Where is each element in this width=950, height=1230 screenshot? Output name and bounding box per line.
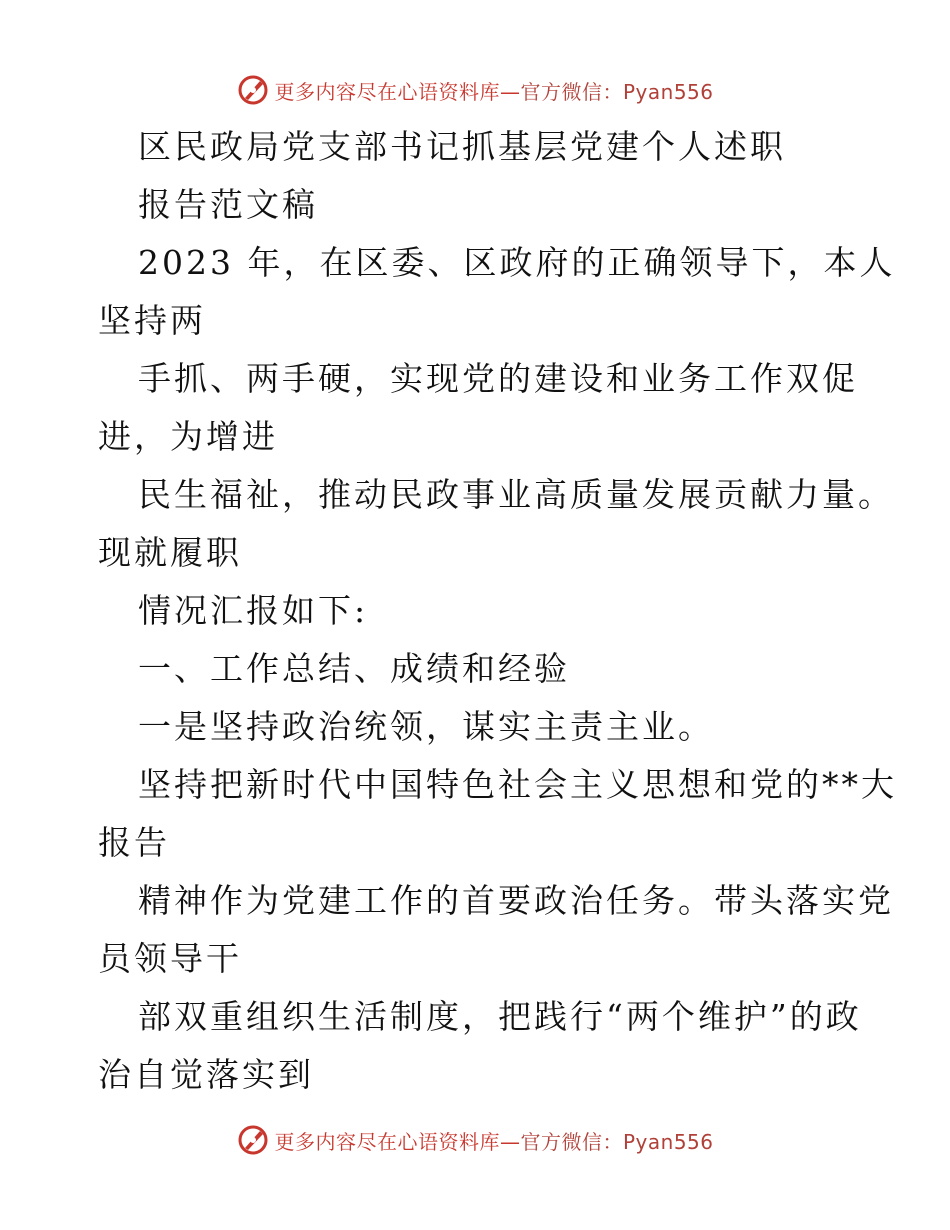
watermark-text: 更多内容尽在心语资料库—官方微信：Pyan556 <box>274 1129 714 1154</box>
footer-watermark-banner <box>0 1120 950 1160</box>
document-line: 手抓、两手硬，实现党的建设和业务工作双促 <box>138 359 858 398</box>
quill-seal-logo-icon <box>236 1123 270 1157</box>
document-line: 报告 <box>98 823 170 862</box>
document-line: 报告范文稿 <box>138 185 318 224</box>
header-watermark-banner <box>0 70 950 110</box>
document-line: 部双重组织生活制度，把践行“两个维护”的政 <box>138 997 862 1036</box>
watermark-text: 更多内容尽在心语资料库—官方微信：Pyan556 <box>274 79 714 104</box>
document-line: 一是坚持政治统领，谋实主责主业。 <box>138 707 714 746</box>
document-line: 情况汇报如下: <box>138 591 369 630</box>
document-line: 治自觉落实到 <box>98 1055 314 1094</box>
document-line: 2023 年，在区委、区政府的正确领导下，本人 <box>138 243 896 282</box>
quill-seal-logo-icon <box>236 73 270 107</box>
document-line: 精神作为党建工作的首要政治任务。带头落实党 <box>138 881 894 920</box>
document-line: 民生福祉，推动民政事业高质量发展贡献力量。 <box>138 475 894 514</box>
document-line: 坚持把新时代中国特色社会主义思想和党的**大 <box>138 765 897 804</box>
document-line: 一、工作总结、成绩和经验 <box>138 649 570 688</box>
document-line: 现就履职 <box>98 533 242 572</box>
document-line: 员领导干 <box>98 939 242 978</box>
document-line: 坚持两 <box>98 301 206 340</box>
document-line: 区民政局党支部书记抓基层党建个人述职 <box>138 127 786 166</box>
document-line: 进，为增进 <box>98 417 278 456</box>
document-body <box>98 118 897 1104</box>
